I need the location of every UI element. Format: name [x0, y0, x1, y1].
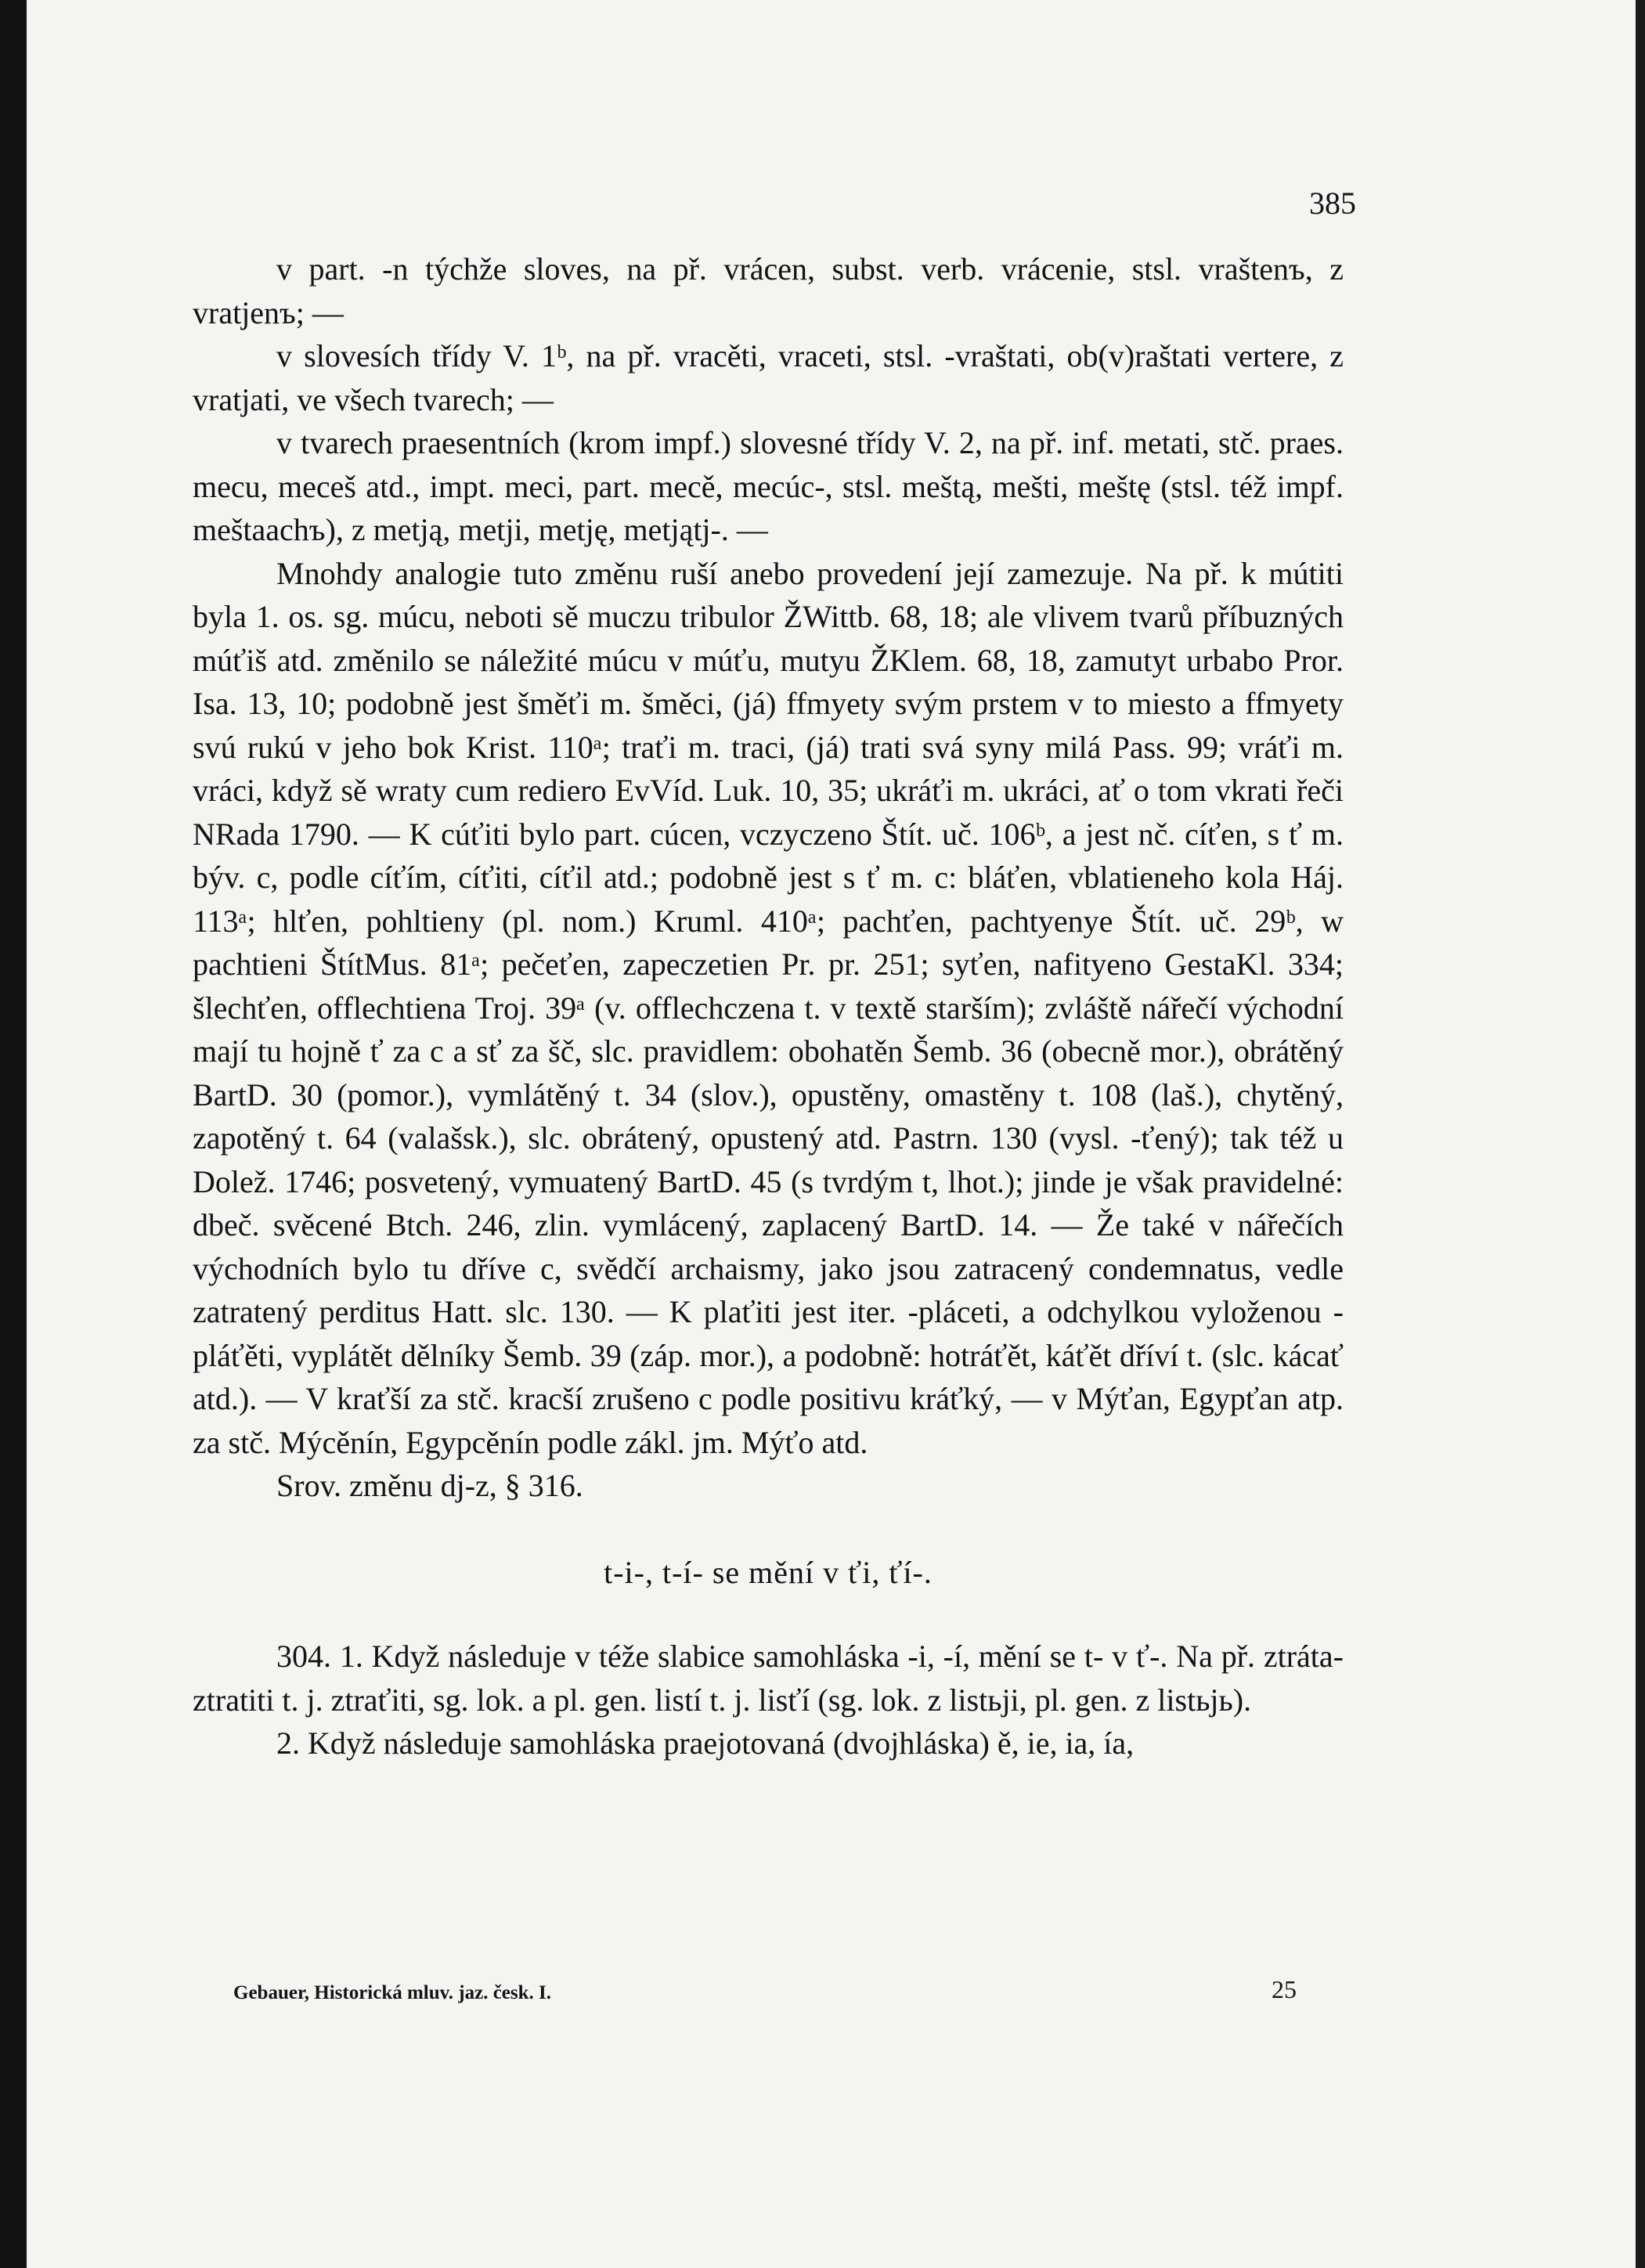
paragraph-part-n: v part. -n týchže sloves, na př. vrácen, subst. verb. vrácenie, stsl. vraštenъ, z vratjenъ; — — [193, 251, 1344, 330]
paragraph-cross-reference: Srov. změnu dj-z, § 316. — [276, 1468, 583, 1503]
page-number: 385 — [1309, 186, 1356, 221]
footer-signature-number: 25 — [1272, 1975, 1297, 2003]
scan-left-edge — [0, 0, 27, 2268]
paragraph-304-2: 2. Když následuje samohláska praejotovaná (dvojhláska) ě, ie, ia, ía, — [276, 1725, 1135, 1761]
paragraph-304-1: 304. 1. Když následuje v téže slabice samohláska -i, -í, mění se t- v ť-. Na př. ztráta-ztratiti t. j. ztraťiti, sg. lok. a pl. gen. listí t. j. lisťí (sg. lok. z listьji, pl. gen. z listьjь). — [193, 1639, 1344, 1718]
footer-book-title: Gebauer, Historická mluv. jaz. česk. I. — [233, 1982, 552, 2003]
paragraph-class-v1b: v slovesích třídy V. 1ᵇ, na př. vracěti, vraceti, stsl. -vraštati, ob(v)raštati vertere, z vratjati, ve všech tvarech; — — [193, 338, 1344, 417]
body-text — [193, 247, 1344, 1765]
section-heading: t-i-, t-í- se mění v ťi, ťí-. — [604, 1554, 933, 1590]
scan-right-edge — [1636, 0, 1645, 2268]
paragraph-analogy: Mnohdy analogie tuto změnu ruší anebo provedení její zamezuje. Na př. k mútiti byla 1. os. sg. múcu, neboti sě muczu tribulor ŽWittb. 68, 18; ale vlivem tvarů příbuzných múťiš atd. změnilo se náležité múcu v múťu, mutyu ŽKlem. 68, 18, zamutyt urbabo Pror. Isa. 13, 10; podobně jest šměťi m. šměci, (já) ffmyety svým prstem v to miesto a ffmyety svú rukú v jeho bok Krist. 110ᵃ; traťi m. traci, (já) trati svá syny milá Pass. 99; vráťi m. vráci, když sě wraty cum rediero EvVíd. Luk. 10, 35; ukráťi m. ukráci, ať o tom vkrati řeči NRada 1790. — K cúťiti bylo part. cúcen, vczyczeno Štít. uč. 106ᵇ, a jest nč. cíťen, s ť m. býv. c, podle cíťím, cíťiti, cíťil atd.; podobně jest s ť m. c: bláťen, vblatieneho kola Háj. 113ᵃ; hlťen, pohltienу (pl. nom.) Kruml. 410ᵃ; pachťen, pachtyenye Štít. uč. 29ᵇ, w pachtieni ŠtítMus. 81ᵃ; pečeťen, zapeczetien Pr. pr. 251; syťen, nafityeno GestaKl. 334; šlechťen, offlechtiena Troj. 39ᵃ (v. offlechczena t. v textě starším); zvláště nářečí východní mají tu hojně ť za c a sť za šč, slc. pravidlem: obohatěn Šemb. 36 (obecně mor.), obrátěný BartD. 30 (pomor.), vymlátěný t. 34 (slov.), opustěny, omastěny t. 108 (laš.), chytěný, zapotěný t. 64 (valašsk.), slc. obrátený, opustený atd. Pastrn. 130 (vysl. -ťený); tak též u Dolež. 1746; posvetený, vymuatený BartD. 45 (s tvrdým t, lhot.); jinde je však pravidelné: dbeč. svěcené Btch. 246, zlin. vymlácený, zaplacený BartD. 14. — Že také v nářečích východních bylo tu dříve c, svědčí archaismy, jako jsou zatracený condemnatus, vedle zatratený perditus Hatt. slc. 130. — K plaťiti jest iter. -pláceti, a odchylkou vyloženou -pláťěti, vyplátět dělníky Šemb. 39 (záp. mor.), a podobně: hotráťět, káťět dříví t. (slc. kácať atd.). — V kraťší za stč. kracší zrušeno c podle positivu kráťký, — v Mýťan, Egypťan atp. za stč. Mýcěnín, Egypcěnín podle zákl. jm. Mýťo atd. — [193, 555, 1344, 1460]
book-page — [27, 0, 1636, 2268]
paragraph-praesent-forms: v tvarech praesentních (krom impf.) slovesné třídy V. 2, na př. inf. metati, stč. praes. mecu, meceš atd., impt. meci, part. mecě, mecúc-, stsl. meštą, mešti, meštę (stsl. též impf. meštaachъ), z metją, metji, metję, metjątj-. — — [193, 425, 1344, 547]
